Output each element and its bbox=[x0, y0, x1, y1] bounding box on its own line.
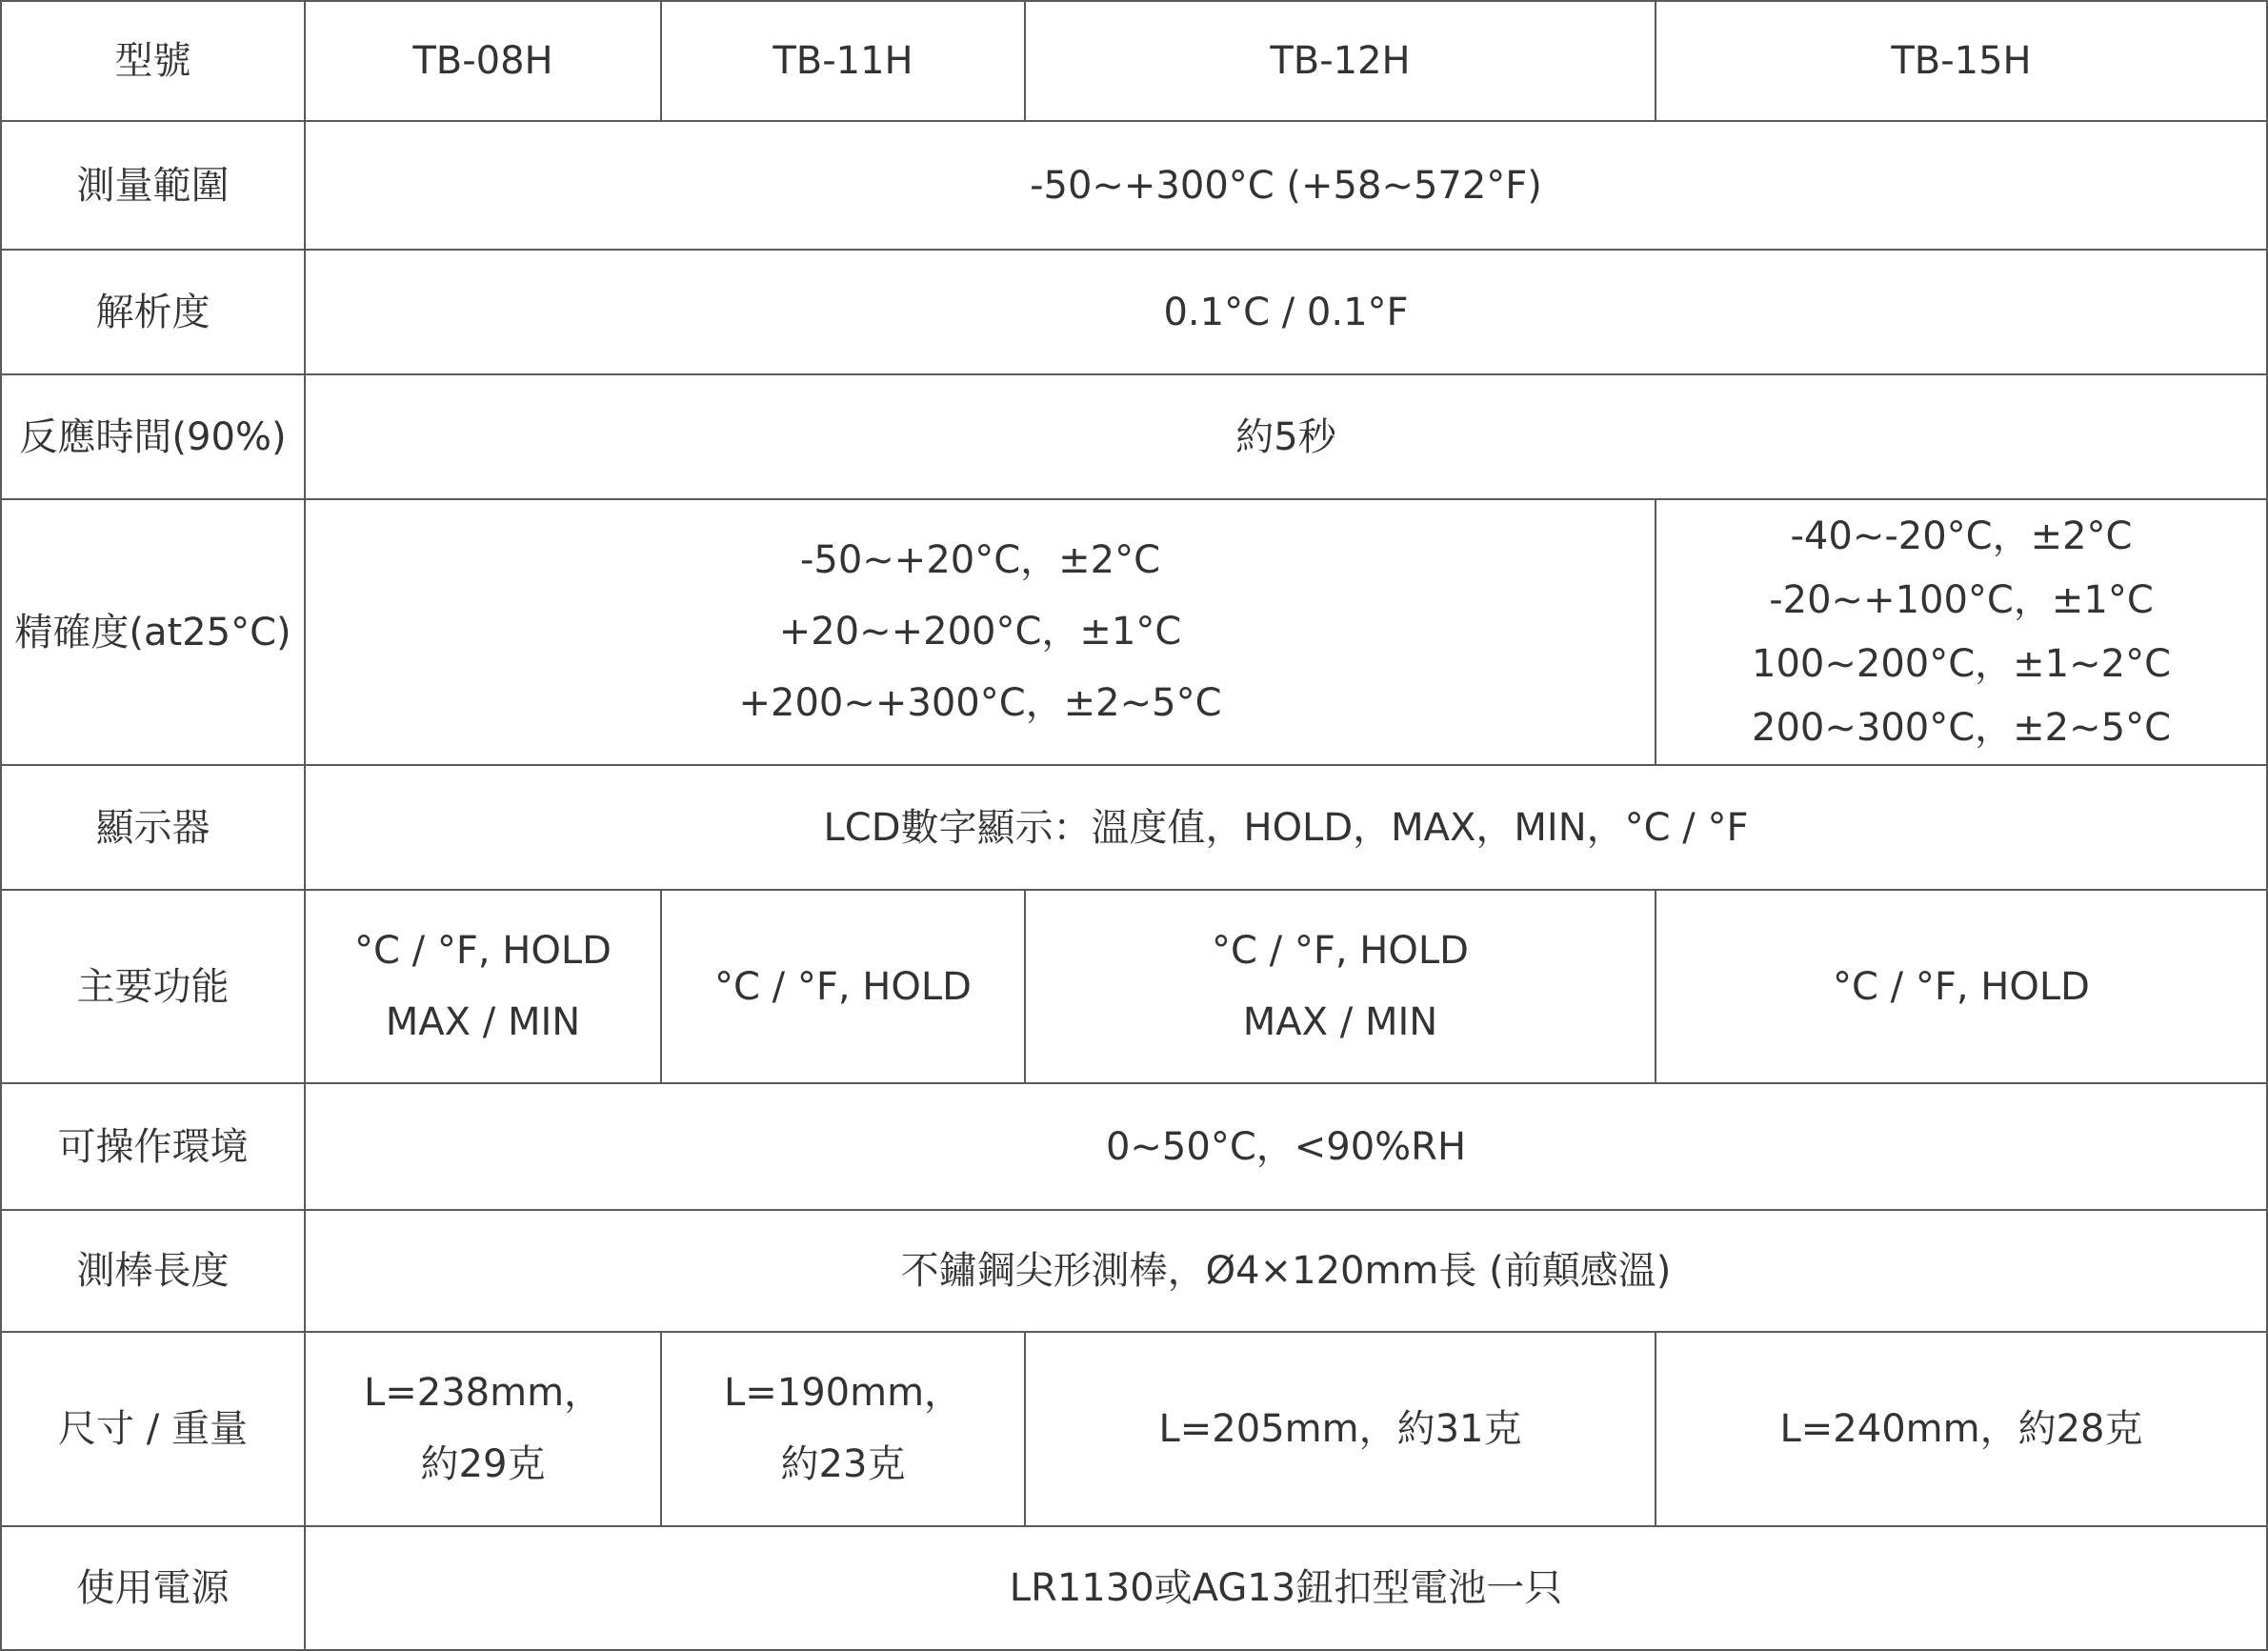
row-display bbox=[1, 765, 2267, 890]
functions-tb15h: °C / °F, HOLD bbox=[1656, 890, 2267, 1083]
size-tb15h: L=240mm，約28克 bbox=[1656, 1332, 2267, 1526]
functions-line: MAX / MIN bbox=[385, 999, 581, 1044]
functions-tb12h bbox=[1025, 890, 1656, 1083]
size-tb08h bbox=[305, 1332, 661, 1526]
row-probe bbox=[1, 1210, 2267, 1332]
functions-line: MAX / MIN bbox=[1242, 999, 1438, 1044]
size-line: 約29克 bbox=[420, 1442, 546, 1486]
label-probe: 測棒長度 bbox=[1, 1210, 305, 1332]
model-tb15h: TB-15H bbox=[1656, 1, 2267, 121]
size-tb12h: L=205mm，約31克 bbox=[1025, 1332, 1656, 1526]
value-power: LR1130或AG13鈕扣型電池一只 bbox=[305, 1526, 2267, 1650]
row-size bbox=[1, 1332, 2267, 1526]
accuracy-main-line: +200~+300°C，±2~5°C bbox=[738, 681, 1222, 725]
row-model bbox=[1, 1, 2267, 121]
size-line: 約23克 bbox=[780, 1442, 906, 1486]
accuracy-tb15h bbox=[1656, 499, 2267, 765]
value-display: LCD數字顯示：溫度值，HOLD，MAX，MIN，°C / °F bbox=[305, 765, 2267, 890]
row-functions bbox=[1, 890, 2267, 1083]
functions-tb11h: °C / °F, HOLD bbox=[661, 890, 1025, 1083]
accuracy-tb15h-line: -20~+100°C，±1°C bbox=[1769, 577, 2154, 622]
value-resolution: 0.1°C / 0.1°F bbox=[305, 250, 2267, 374]
row-environment bbox=[1, 1083, 2267, 1210]
row-resolution bbox=[1, 250, 2267, 374]
accuracy-tb15h-line: -40~-20°C，±2°C bbox=[1790, 513, 2133, 558]
accuracy-main-line: -50~+20°C，±2°C bbox=[799, 538, 1161, 582]
label-accuracy: 精確度(at25°C) bbox=[1, 499, 305, 765]
value-probe: 不鏽鋼尖形測棒，Ø4×120mm長 (前顛感溫) bbox=[305, 1210, 2267, 1332]
functions-line: °C / °F, HOLD bbox=[1212, 928, 1469, 973]
label-response: 反應時間(90%) bbox=[1, 374, 305, 499]
row-response bbox=[1, 374, 2267, 499]
label-environment: 可操作環境 bbox=[1, 1083, 305, 1210]
size-line: L=238mm， bbox=[363, 1371, 603, 1415]
label-model: 型號 bbox=[1, 1, 305, 121]
size-tb11h bbox=[661, 1332, 1025, 1526]
accuracy-main-line: +20~+200°C，±1°C bbox=[778, 610, 1182, 654]
label-functions: 主要功能 bbox=[1, 890, 305, 1083]
model-tb12h: TB-12H bbox=[1025, 1, 1656, 121]
row-accuracy bbox=[1, 499, 2267, 765]
value-response: 約5秒 bbox=[305, 374, 2267, 499]
functions-tb08h bbox=[305, 890, 661, 1083]
row-range bbox=[1, 121, 2267, 250]
model-tb11h: TB-11H bbox=[661, 1, 1025, 121]
label-resolution: 解析度 bbox=[1, 250, 305, 374]
label-display: 顯示器 bbox=[1, 765, 305, 890]
value-environment: 0~50°C，<90%RH bbox=[305, 1083, 2267, 1210]
accuracy-main bbox=[305, 499, 1656, 765]
value-range: -50~+300°C (+58~572°F) bbox=[305, 121, 2267, 250]
model-tb08h: TB-08H bbox=[305, 1, 661, 121]
accuracy-tb15h-line: 200~300°C，±2~5°C bbox=[1752, 705, 2171, 750]
size-line: L=190mm， bbox=[723, 1371, 963, 1415]
label-range: 測量範圍 bbox=[1, 121, 305, 250]
functions-line: °C / °F, HOLD bbox=[354, 928, 612, 973]
label-power: 使用電源 bbox=[1, 1526, 305, 1650]
label-size: 尺寸 / 重量 bbox=[1, 1332, 305, 1526]
row-power bbox=[1, 1526, 2267, 1650]
accuracy-tb15h-line: 100~200°C，±1~2°C bbox=[1752, 641, 2171, 686]
